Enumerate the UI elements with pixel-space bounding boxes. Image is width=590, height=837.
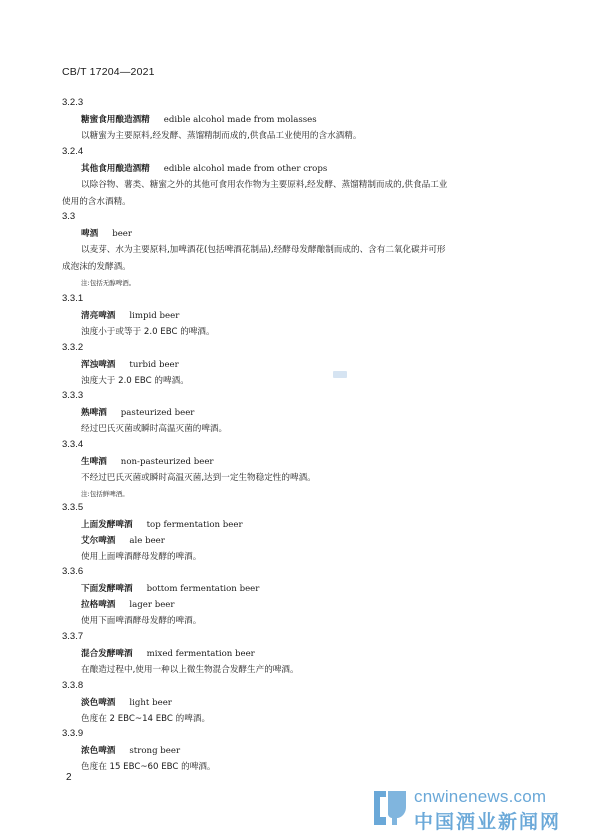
term-chinese: 下面发酵啤酒 <box>81 584 133 594</box>
term-chinese: 上面发酵啤酒 <box>81 520 133 530</box>
scan-stamp <box>333 371 347 378</box>
term-entry <box>81 455 214 467</box>
term-chinese: 其他食用酿造酒精 <box>81 164 150 174</box>
clause-number: 3.3.4 <box>62 439 84 450</box>
term-english: top fermentation beer <box>146 520 243 530</box>
term-chinese: 熟啤酒 <box>81 408 107 418</box>
term-entry <box>81 744 180 756</box>
term-chinese: 混合发酵啤酒 <box>81 649 133 659</box>
term-chinese: 糖蜜食用酿造酒精 <box>81 115 150 125</box>
clause-number: 3.3.9 <box>62 728 84 739</box>
watermark-site-name: 中国酒业新闻网 <box>414 811 562 833</box>
definition-text: 在酿造过程中,使用一种以上微生物混合发酵生产的啤酒。 <box>81 665 299 675</box>
term-entry <box>81 358 179 370</box>
definition-text: 以除谷物、薯类、糖蜜之外的其他可食用农作物为主要原料,经发酵、蒸馏精制而成的,供食品工业 <box>81 180 448 190</box>
definition-text: 浊度小于或等于 2.0 EBC 的啤酒。 <box>81 327 215 337</box>
term-entry <box>81 696 172 708</box>
term-english: bottom fermentation beer <box>146 584 260 594</box>
definition-text: 不经过巴氏灭菌或瞬时高温灭菌,达到一定生物稳定性的啤酒。 <box>81 473 316 483</box>
term-chinese: 生啤酒 <box>81 457 107 467</box>
definition-text: 成泡沫的发酵酒。 <box>62 262 131 272</box>
note-text: 注:包括无醇啤酒。 <box>81 279 136 287</box>
definition-text: 以糖蜜为主要原料,经发酵、蒸馏精制而成的,供食品工业使用的含水酒精。 <box>81 131 362 141</box>
term-english: strong beer <box>129 746 181 756</box>
clause-number: 3.2.3 <box>62 97 84 108</box>
term-entry <box>81 309 179 321</box>
term-english: limpid beer <box>129 311 180 321</box>
note-text: 注:包括鲜啤酒。 <box>81 490 129 498</box>
term-entry <box>81 227 132 239</box>
clause-number: 3.3.2 <box>62 342 84 353</box>
term-entry <box>81 534 165 546</box>
term-chinese: 浓色啤酒 <box>81 746 116 756</box>
term-entry <box>81 406 194 418</box>
wine-glass-logo-icon <box>370 787 410 831</box>
clause-number: 3.3.6 <box>62 566 84 577</box>
definition-text: 使用的含水酒精。 <box>62 197 131 207</box>
clause-number: 3.3.3 <box>62 390 84 401</box>
definition-text: 浊度大于 2.0 EBC 的啤酒。 <box>81 376 189 386</box>
term-entry <box>81 113 317 125</box>
term-chinese: 啤酒 <box>81 229 99 239</box>
term-chinese: 浑浊啤酒 <box>81 360 116 370</box>
term-english: edible alcohol made from other crops <box>163 164 328 174</box>
term-entry <box>81 598 174 610</box>
definition-text: 色度在 15 EBC~60 EBC 的啤酒。 <box>81 762 216 772</box>
term-english: ale beer <box>129 536 165 546</box>
term-entry <box>81 647 255 659</box>
definition-text: 经过巴氏灭菌或瞬时高温灭菌的啤酒。 <box>81 424 228 434</box>
term-english: lager beer <box>129 600 175 610</box>
term-english: non-pasteurized beer <box>120 457 214 467</box>
clause-number: 3.3.1 <box>62 293 84 304</box>
term-english: beer <box>112 229 132 239</box>
page-number: 2 <box>66 772 72 783</box>
clause-number: 3.3.8 <box>62 680 84 691</box>
term-english: turbid beer <box>129 360 179 370</box>
term-chinese: 艾尔啤酒 <box>81 536 116 546</box>
term-chinese: 清亮啤酒 <box>81 311 116 321</box>
watermark-url: cnwinenews.com <box>414 787 547 806</box>
clause-number: 3.3.7 <box>62 631 84 642</box>
term-entry <box>81 582 259 594</box>
term-english: pasteurized beer <box>120 408 195 418</box>
clause-number: 3.3 <box>62 211 76 222</box>
term-chinese: 淡色啤酒 <box>81 698 116 708</box>
term-entry <box>81 162 327 174</box>
term-english: light beer <box>129 698 172 708</box>
term-entry <box>81 518 243 530</box>
definition-text: 以麦芽、水为主要原料,加啤酒花(包括啤酒花制品),经酵母发酵酿制而成的、含有二氧化碳并可形 <box>81 245 446 255</box>
definition-text: 使用下面啤酒酵母发酵的啤酒。 <box>81 616 202 626</box>
clause-number: 3.3.5 <box>62 502 84 513</box>
term-english: edible alcohol made from molasses <box>163 115 317 125</box>
definition-text: 使用上面啤酒酵母发酵的啤酒。 <box>81 552 202 562</box>
term-chinese: 拉格啤酒 <box>81 600 116 610</box>
definition-text: 色度在 2 EBC~14 EBC 的啤酒。 <box>81 714 211 724</box>
term-english: mixed fermentation beer <box>146 649 255 659</box>
standard-number: CB/T 17204—2021 <box>62 66 155 78</box>
clause-number: 3.2.4 <box>62 146 84 157</box>
watermark <box>370 787 580 831</box>
